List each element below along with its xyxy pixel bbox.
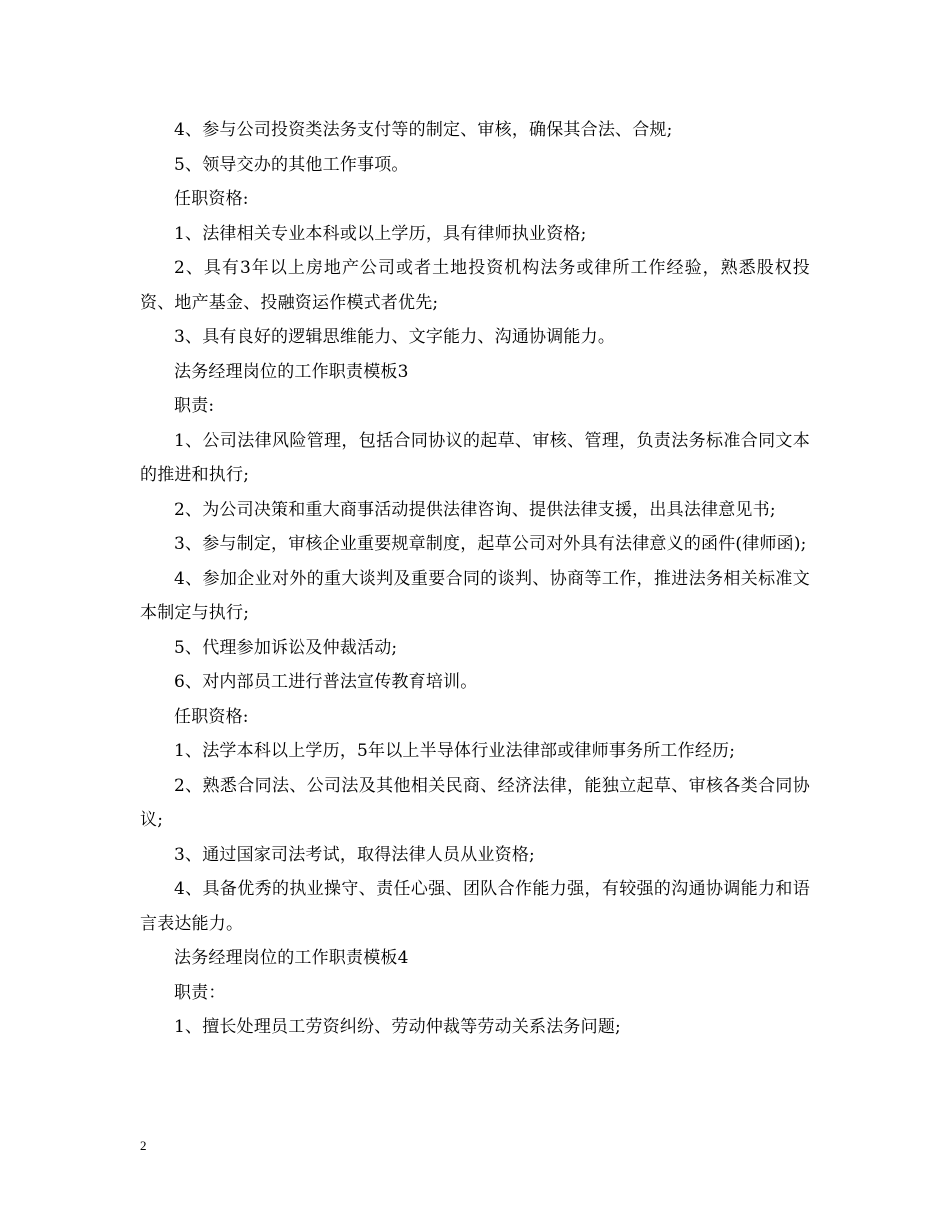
paragraph: 5、领导交办的其他工作事项。 — [174, 154, 409, 175]
paragraph: 1、法学本科以上学历，5年以上半导体行业法律部或律师事务所工作经历; — [174, 741, 736, 761]
section-label: 任职资格: — [174, 189, 249, 209]
paragraph: 4、具备优秀的执业操守、责任心强、团队合作能力强，有较强的沟通协调能力和语言表达能力。 — [140, 879, 810, 934]
section-label: 职责: — [174, 396, 215, 416]
paragraph: 1、公司法律风险管理，包括合同协议的起草、审核、管理，负责法务标准合同文本的推进和执行; — [140, 430, 810, 485]
paragraph: 2、具有3年以上房地产公司或者土地投资机构法务或律所工作经验，熟悉股权投资、地产基金、投融资运作模式者优先; — [140, 258, 810, 313]
section-heading: 法务经理岗位的工作职责模板3 — [174, 361, 409, 382]
paragraph: 1、法律相关专业本科或以上学历，具有律师执业资格; — [174, 223, 587, 244]
section-label: 任职资格: — [174, 706, 249, 727]
paragraph: 6、对内部员工进行普法宣传教育培训。 — [174, 672, 478, 692]
section-label: 职责： — [174, 982, 226, 1003]
section-heading: 法务经理岗位的工作职责模板4 — [174, 948, 409, 968]
paragraph: 3、具有良好的逻辑思维能力、文字能力、沟通协调能力。 — [174, 327, 616, 347]
paragraph: 4、参与公司投资类法务支付等的制定、审核，确保其合法、合规; — [174, 120, 673, 140]
paragraph: 3、通过国家司法考试，取得法律人员从业资格; — [174, 844, 535, 865]
document-body — [140, 113, 810, 1045]
paragraph: 1、擅长处理员工劳资纠纷、劳动仲裁等劳动关系法务问题; — [174, 1017, 621, 1037]
paragraph: 5、代理参加诉讼及仲裁活动; — [174, 637, 398, 658]
paragraph: 4、参加企业对外的重大谈判及重要合同的谈判、协商等工作，推进法务相关标准文本制定与执行; — [140, 568, 810, 623]
page-number: 2 — [140, 1138, 147, 1153]
paragraph: 2、熟悉合同法、公司法及其他相关民商、经济法律，能独立起草、审核各类合同协议; — [140, 775, 810, 830]
paragraph: 2、为公司决策和重大商事活动提供法律咨询、提供法律支援，出具法律意见书; — [174, 499, 776, 520]
paragraph: 3、参与制定，审核企业重要规章制度，起草公司对外具有法律意义的函件(律师函); — [174, 534, 807, 554]
